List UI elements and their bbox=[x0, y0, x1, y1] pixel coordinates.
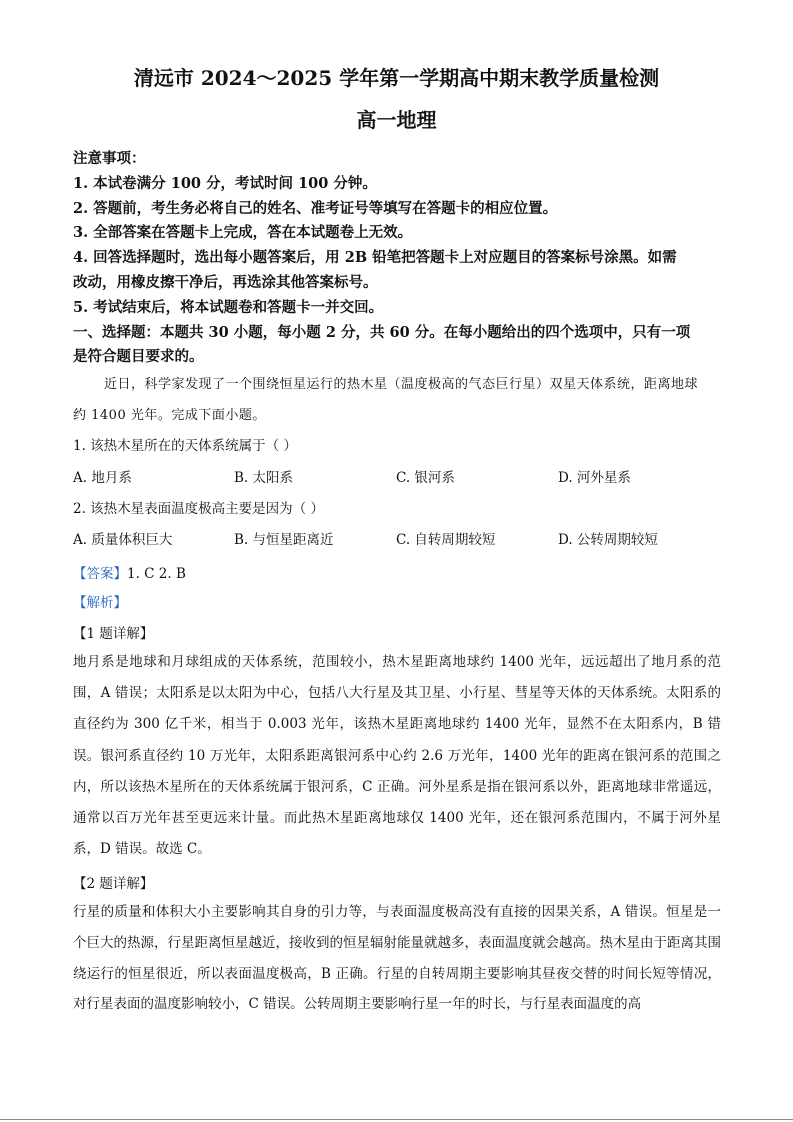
notice-item: 4. 回答选择题时，选出每小题答案后，用 2B 铅笔把答题卡上对应题目的答案标号涂黑。如需 bbox=[73, 249, 677, 266]
page-subtitle: 高一地理 bbox=[356, 108, 437, 132]
q2-detail-text: 行星的质量和体积大小主要影响其自身的引力等，与表面温度极高没有直接的因果关系，A 错误。恒星是一个巨大的热源，行星距离恒星越近，接收到的恒星辐射能量就越多，表面温度就会越高。热木星由于距离其围绕运行的恒星很近，所以表面温度极高，B 正确。行星的自转周期主要影响其昼夜交替的时间长短等情况，对行星表面的温度影响较小，C 错误。公转周期主要影响行星一年的时长，与行星表面温度的高 bbox=[73, 904, 721, 1013]
option-a: A. 质量体积巨大 bbox=[73, 532, 173, 548]
option-d: D. 公转周期较短 bbox=[558, 532, 658, 548]
option-c: C. 银河系 bbox=[396, 470, 455, 486]
question-stem: 2. 该热木星表面温度极高主要是因为（ ） bbox=[73, 501, 324, 517]
notice-heading: 注意事项： bbox=[73, 150, 146, 167]
option-b: B. 太阳系 bbox=[234, 470, 294, 486]
q2-detail-heading: 【2 题详解】 bbox=[73, 876, 154, 892]
notice-item: 3. 全部答案在答题卡上完成，答在本试题卷上无效。 bbox=[73, 224, 413, 241]
notice-item: 2. 答题前，考生务必将自己的姓名、准考证号等填写在答题卡的相应位置。 bbox=[73, 200, 558, 217]
passage-line: 近日，科学家发现了一个围绕恒星运行的热木星（温度极高的气态巨行星）双星天体系统，距离地球 bbox=[104, 377, 699, 392]
answer-label: 【答案】 bbox=[73, 566, 127, 582]
notice-item: 改动，用橡皮擦干净后，再选涂其他答案标号。 bbox=[73, 274, 378, 291]
page-bottom-rule bbox=[0, 1119, 793, 1120]
answer-line bbox=[73, 562, 186, 582]
section-heading: 一、选择题：本题共 30 小题，每小题 2 分，共 60 分。在每小题给出的四个选项中，只有一项 bbox=[73, 324, 691, 341]
page-title: 清远市 2024～2025 学年第一学期高中期末教学质量检测 bbox=[133, 66, 660, 90]
option-b: B. 与恒星距离近 bbox=[234, 532, 334, 548]
q1-detail-text: 地月系是地球和月球组成的天体系统，范围较小，热木星距离地球约 1400 光年，远远超出了地月系的范围，A 错误；太阳系是以太阳为中心，包括八大行星及其卫星、小行星、彗星等天体的天体系统。太阳系的直径约为 300 亿千米，相当于 0.003 光年，该热木星距离地球约 1400 光年，显然不在太阳系内，B 错误。银河系直径约 10 万光年，太阳系距离银河系中心约 2.6 万光年，1400 光年的距离在银河系的范围之内，所以该热木星所在的天体系统属于银河系，C 正确。河外星系是指在银河系以外，距离地球非常遥远，通常以百万光年甚至更远来计量。而此热木星距离地球仅 1400 光年，还在银河系范围内，不属于河外星系，D 错误。故选 C。 bbox=[73, 654, 721, 858]
passage-line: 约 1400 光年。完成下面小题。 bbox=[73, 408, 266, 423]
option-d: D. 河外星系 bbox=[558, 470, 631, 486]
answer-text: 1. C 2. B bbox=[127, 566, 186, 582]
option-a: A. 地月系 bbox=[73, 470, 132, 486]
question-stem: 1. 该热木星所在的天体系统属于（ ） bbox=[73, 438, 297, 454]
notice-item: 5. 考试结束后，将本试题卷和答题卡一并交回。 bbox=[73, 299, 384, 316]
q1-detail-heading: 【1 题详解】 bbox=[73, 626, 154, 642]
analysis-label: 【解析】 bbox=[73, 595, 127, 611]
option-c: C. 自转周期较短 bbox=[396, 532, 496, 548]
section-heading-cont: 是符合题目要求的。 bbox=[73, 348, 204, 365]
notice-item: 1. 本试卷满分 100 分，考试时间 100 分钟。 bbox=[73, 175, 377, 192]
